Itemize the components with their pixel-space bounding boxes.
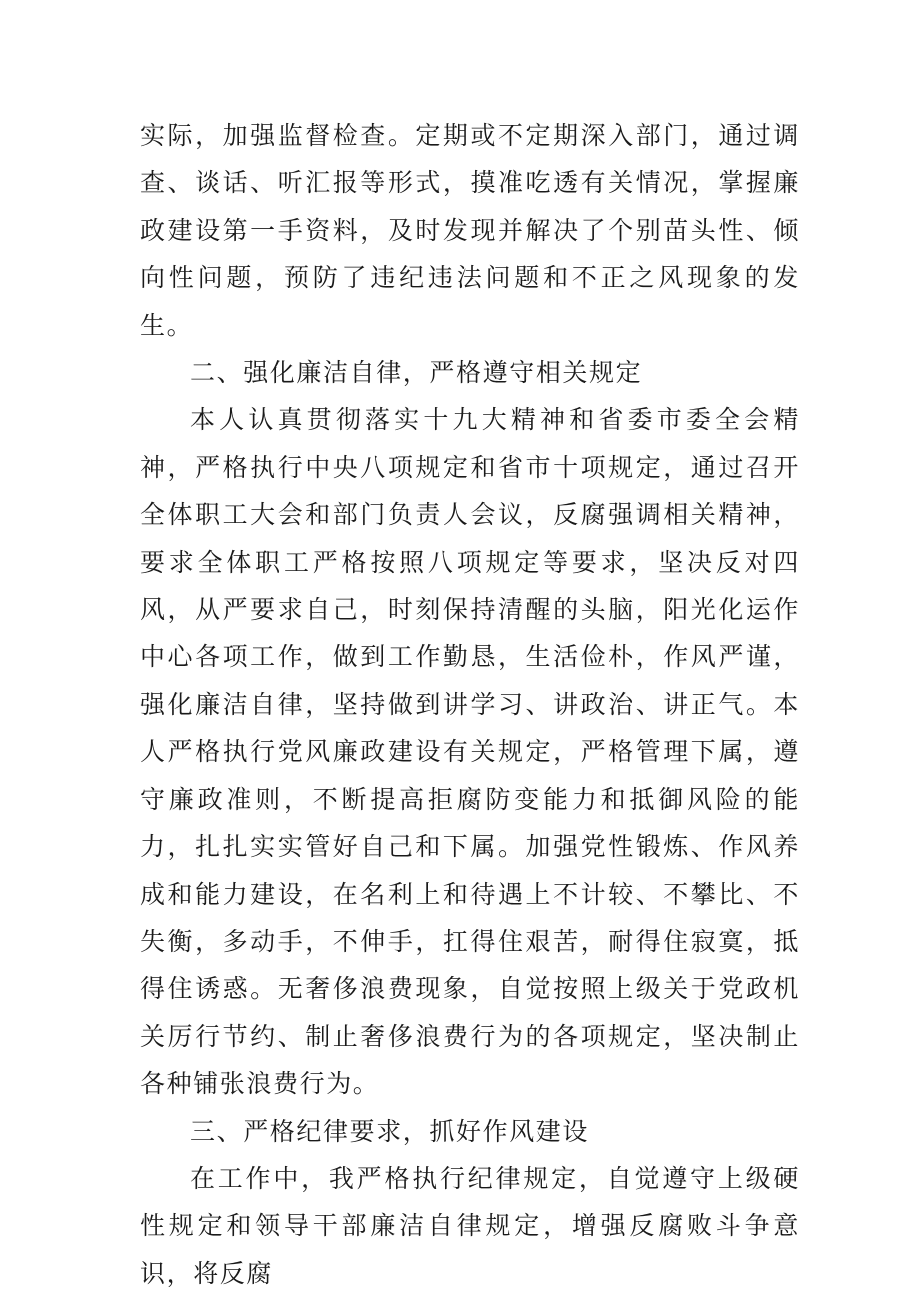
- document-body: [140, 112, 800, 1297]
- paragraph-self-discipline: 本人认真贯彻落实十九大精神和省委市委全会精神，严格执行中央八项规定和省市十项规定，通过召开全体职工大会和部门负责人会议，反腐强调相关精神，要求全体职工严格按照八项规定等要求，坚决反对四风，从严要求自己，时刻保持清醒的头脑，阳光化运作中心各项工作，做到工作勤恳，生活俭朴，作风严谨，强化廉洁自律，坚持做到讲学习、讲政治、讲正气。本人严格执行党风廉政建设有关规定，严格管理下属，遵守廉政准则，不断提高拒腐防变能力和抵御风险的能力，扎扎实实管好自己和下属。加强党性锻炼、作风养成和能力建设，在名利上和待遇上不计较、不攀比、不失衡，多动手，不伸手，扛得住艰苦，耐得住寂寞，抵得住诱惑。无奢侈浪费现象，自觉按照上级关于党政机关厉行节约、制止奢侈浪费行为的各项规定，坚决制止各种铺张浪费行为。: [140, 405, 800, 1099]
- paragraph-discipline: 在工作中，我严格执行纪律规定，自觉遵守上级硬性规定和领导干部廉洁自律规定，增强反腐败斗争意识，将反腐: [140, 1163, 800, 1288]
- paragraph-continuation: 实际，加强监督检查。定期或不定期深入部门，通过调查、谈话、听汇报等形式，摸准吃透有关情况，掌握廉政建设第一手资料，及时发现并解决了个别苗头性、倾向性问题，预防了违纪违法问题和不正之风现象的发生。: [140, 121, 800, 340]
- section-heading-two: 二、强化廉洁自律，严格遵守相关规定: [190, 358, 643, 388]
- section-heading-three: 三、严格纪律要求，抓好作风建设: [190, 1116, 590, 1146]
